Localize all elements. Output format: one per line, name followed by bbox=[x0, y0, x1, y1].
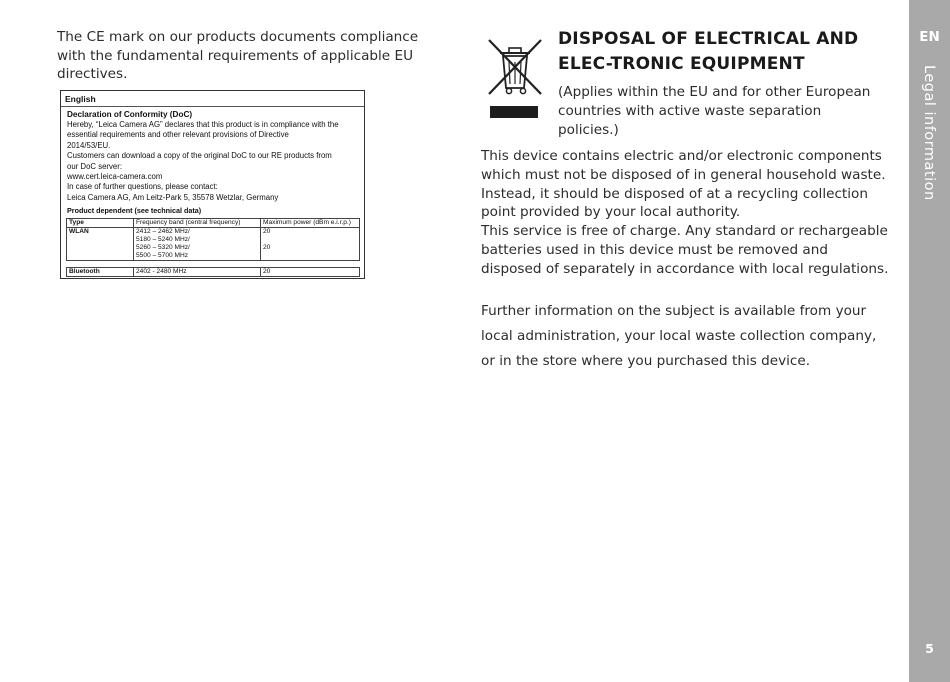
doc-divider bbox=[61, 106, 364, 107]
doc-line: essential requirements and other relevant provisions of Directive bbox=[67, 130, 289, 140]
header-power: Maximum power (dBm e.i.r.p.) bbox=[261, 219, 360, 228]
header-type: Type bbox=[67, 219, 134, 228]
product-dependent-heading: Product dependent (see technical data) bbox=[67, 206, 202, 215]
table-row-bluetooth bbox=[67, 268, 360, 277]
header-frequency: Frequency band (central frequency) bbox=[134, 219, 261, 228]
doc-server-url: www.cert.leica-camera.com bbox=[67, 172, 163, 182]
cell-bluetooth-power: 20 bbox=[261, 268, 360, 277]
spacer-cell bbox=[67, 261, 360, 268]
crossed-out-wheelie-bin-icon bbox=[487, 38, 543, 120]
doc-title: Declaration of Conformity (DoC) bbox=[67, 110, 193, 119]
doc-line: 2014/53/EU. bbox=[67, 140, 111, 150]
cell-type-wlan: WLAN bbox=[67, 228, 134, 261]
wlan-band: 2412 – 2462 MHz/ bbox=[136, 228, 190, 235]
cell-type-bluetooth: Bluetooth bbox=[67, 268, 134, 277]
wlan-band: 5500 – 5700 MHz bbox=[136, 252, 189, 259]
table-row-spacer bbox=[67, 261, 360, 268]
wlan-band: 5260 – 5320 MHz/ bbox=[136, 244, 190, 251]
section-label: Legal information bbox=[921, 65, 937, 201]
further-info-paragraph: Further information on the subject is available from your local administration, your local waste collection company, or in the store where you purchased this device. bbox=[481, 303, 877, 369]
disposal-paragraph: This device contains electric and/or electronic components which must not be disposed of in general household waste. Instead, it should be disposed of at a recycling collection point provided by your local authority. bbox=[481, 148, 886, 221]
doc-line: our DoC server: bbox=[67, 161, 123, 171]
doc-line: Customers can download a copy of the original DoC to our RE products from bbox=[67, 151, 332, 161]
cell-wlan-power bbox=[261, 228, 360, 261]
declaration-of-conformity-box bbox=[60, 90, 365, 279]
doc-contact-address: Leica Camera AG, Am Leitz-Park 5, 35578 Wetzlar, Germany bbox=[67, 192, 279, 202]
doc-line: In case of further questions, please contact: bbox=[67, 182, 218, 192]
wlan-power: 20 bbox=[263, 228, 271, 235]
cell-bluetooth-band: 2402 - 2480 MHz bbox=[134, 268, 261, 277]
doc-body bbox=[67, 120, 363, 203]
doc-language: English bbox=[65, 94, 96, 104]
table-row-wlan bbox=[67, 228, 360, 261]
page-number: 5 bbox=[925, 641, 934, 656]
ce-mark-text: The CE mark on our products documents compliance with the fundamental requirements of applicable EU directives. bbox=[57, 29, 419, 82]
section-side-tab bbox=[909, 0, 950, 682]
battery-paragraph: This service is free of charge. Any standard or rechargeable batteries used in this device must be removed and disposed of separately in accordance with local regulations. bbox=[481, 223, 889, 277]
disposal-heading: DISPOSAL OF ELECTRICAL AND ELEC-TRONIC EQUIPMENT bbox=[558, 29, 859, 74]
cell-wlan-bands bbox=[134, 228, 261, 261]
applies-note: (Applies within the EU and for other European countries with active waste separation policies.) bbox=[558, 84, 871, 138]
frequency-table bbox=[66, 218, 360, 277]
wlan-power: 20 bbox=[263, 244, 271, 251]
language-code: EN bbox=[919, 29, 940, 45]
doc-line: Hereby, “Leica Camera AG” declares that this product is in compliance with the bbox=[67, 120, 339, 129]
table-header-row bbox=[67, 219, 360, 228]
wlan-band: 5180 – 5240 MHz/ bbox=[136, 236, 190, 243]
